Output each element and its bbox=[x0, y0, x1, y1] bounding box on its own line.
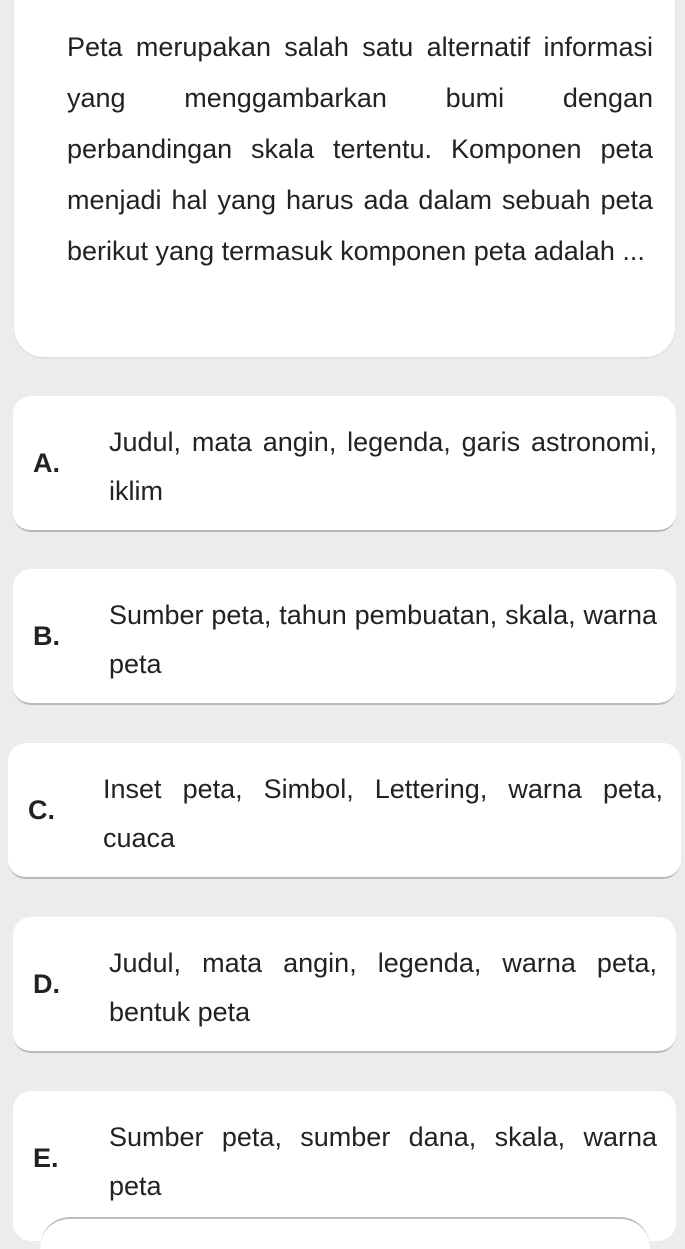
question-card bbox=[14, 0, 675, 357]
option-c-text: Inset peta, Simbol, Lettering, warna peta, cuaca bbox=[103, 774, 663, 853]
option-e-letter: E. bbox=[33, 1143, 59, 1173]
option-a-card[interactable] bbox=[13, 396, 676, 532]
option-d-text: Judul, mata angin, legenda, warna peta, bentuk peta bbox=[109, 948, 657, 1027]
question-text: Peta merupakan salah satu alternatif informasi yang menggambarkan bumi dengan perbandingan skala tertentu. Komponen peta menjadi hal yang harus ada dalam sebuah peta berikut yang termasuk komponen peta adalah ... bbox=[67, 32, 653, 266]
option-b-card[interactable] bbox=[13, 569, 676, 705]
option-b-letter: B. bbox=[33, 621, 60, 651]
option-d-letter: D. bbox=[33, 969, 60, 999]
next-card-edge bbox=[40, 1217, 650, 1249]
option-a-text: Judul, mata angin, legenda, garis astronomi, iklim bbox=[109, 427, 657, 506]
option-d-card[interactable] bbox=[13, 917, 676, 1053]
option-b-text: Sumber peta, tahun pembuatan, skala, warna peta bbox=[109, 600, 657, 679]
option-c-letter: C. bbox=[28, 795, 55, 825]
option-e-text: Sumber peta, sumber dana, skala, warna peta bbox=[109, 1122, 657, 1201]
option-a-letter: A. bbox=[33, 448, 60, 478]
option-c-card[interactable] bbox=[8, 743, 681, 879]
